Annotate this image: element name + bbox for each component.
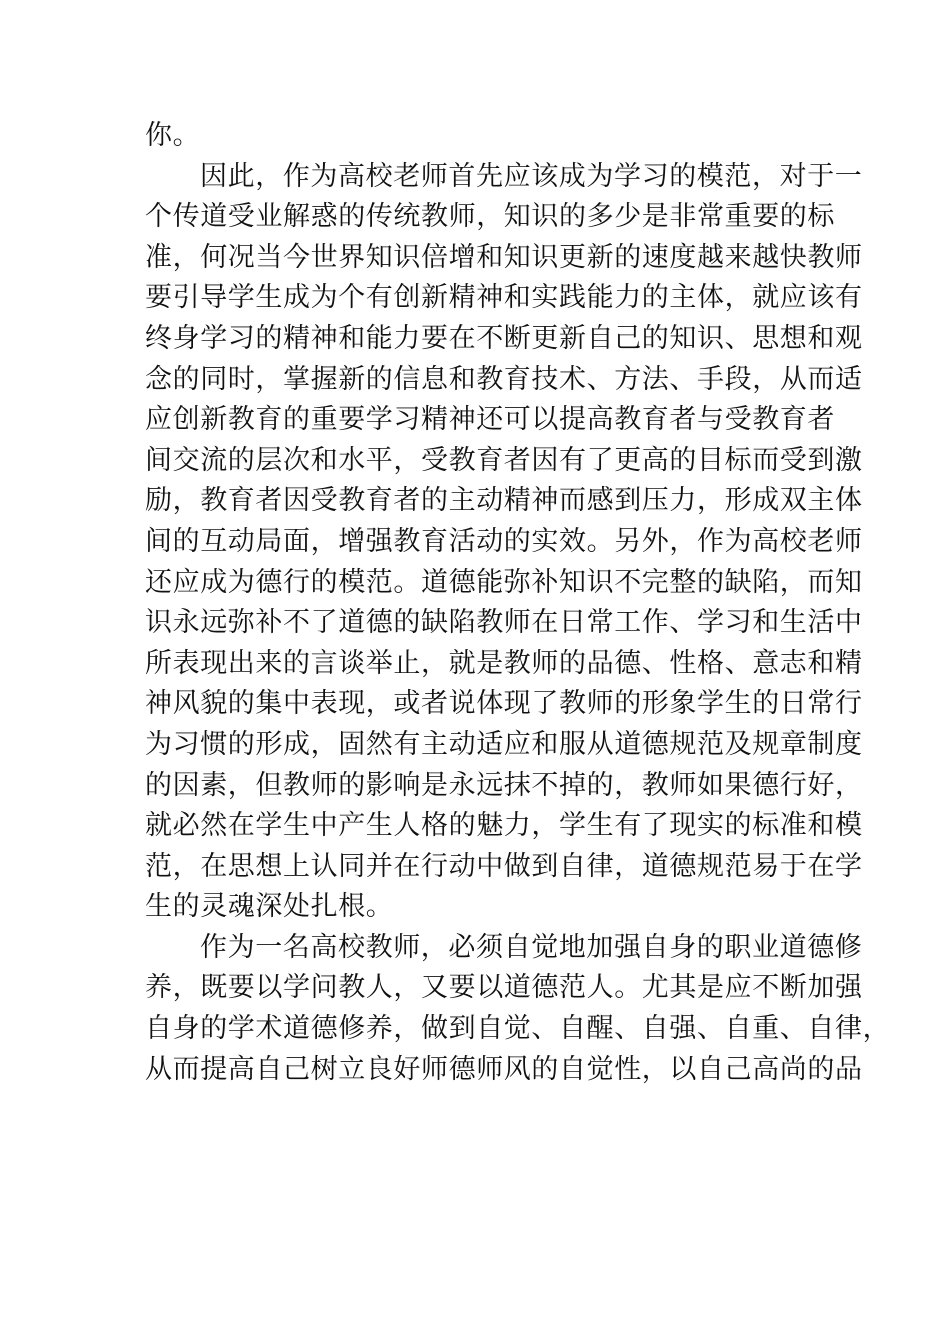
text-line: 个传道受业解惑的传统教师，知识的多少是非常重要的标 (145, 201, 835, 233)
text-line: 你。 (145, 120, 201, 151)
text-line: 神风貌的集中表现，或者说体现了教师的形象学生的日常行 (145, 688, 863, 720)
text-line: 的因素，但教师的影响是永远抹不掉的，教师如果德行好， (145, 769, 863, 801)
text-line: 励，教育者因受教育者的主动精神而感到压力，形成双主体 (145, 485, 863, 517)
text-line: 为习惯的形成，固然有主动适应和服从道德规范及规章制度 (145, 728, 863, 760)
text-line: 生的灵魂深处扎根。 (145, 891, 394, 923)
text-line: 因此，作为高校老师首先应该成为学习的模范，对于一 (200, 160, 863, 192)
text-line: 识永远弥补不了道德的缺陷教师在日常工作、学习和生活中 (145, 607, 863, 639)
text-line: 就必然在学生中产生人格的魅力，学生有了现实的标准和模 (145, 810, 863, 842)
text-line: 范，在思想上认同并在行动中做到自律，道德规范易于在学 (145, 850, 863, 882)
text-line: 自身的学术道德修养，做到自觉、自醒、自强、自重、自律， (145, 1013, 891, 1045)
text-line: 应创新教育的重要学习精神还可以提高教育者与受教育者 (145, 404, 835, 436)
text-line: 准，何况当今世界知识倍增和知识更新的速度越来越快教师 (145, 241, 863, 273)
text-line: 终身学习的精神和能力要在不断更新自己的知识、思想和观 (145, 322, 863, 354)
text-line: 要引导学生成为个有创新精神和实践能力的主体，就应该有 (145, 282, 863, 314)
body-text (145, 116, 891, 1090)
text-line: 从而提高自己树立良好师德师风的自觉性，以自己高尚的品 (145, 1053, 863, 1085)
text-line: 所表现出来的言谈举止，就是教师的品德、性格、意志和精 (145, 647, 863, 679)
text-line: 念的同时，掌握新的信息和教育技术、方法、手段，从而适 (145, 363, 863, 395)
text-line: 养，既要以学问教人，又要以道德范人。尤其是应不断加强 (145, 972, 863, 1004)
text-line: 间交流的层次和水平，受教育者因有了更高的目标而受到激 (145, 444, 863, 476)
text-line: 作为一名高校教师，必须自觉地加强自身的职业道德修 (200, 931, 863, 963)
text-line: 还应成为德行的模范。道德能弥补知识不完整的缺陷，而知 (145, 566, 863, 598)
text-line: 间的互动局面，增强教育活动的实效。另外，作为高校老师 (145, 525, 863, 557)
